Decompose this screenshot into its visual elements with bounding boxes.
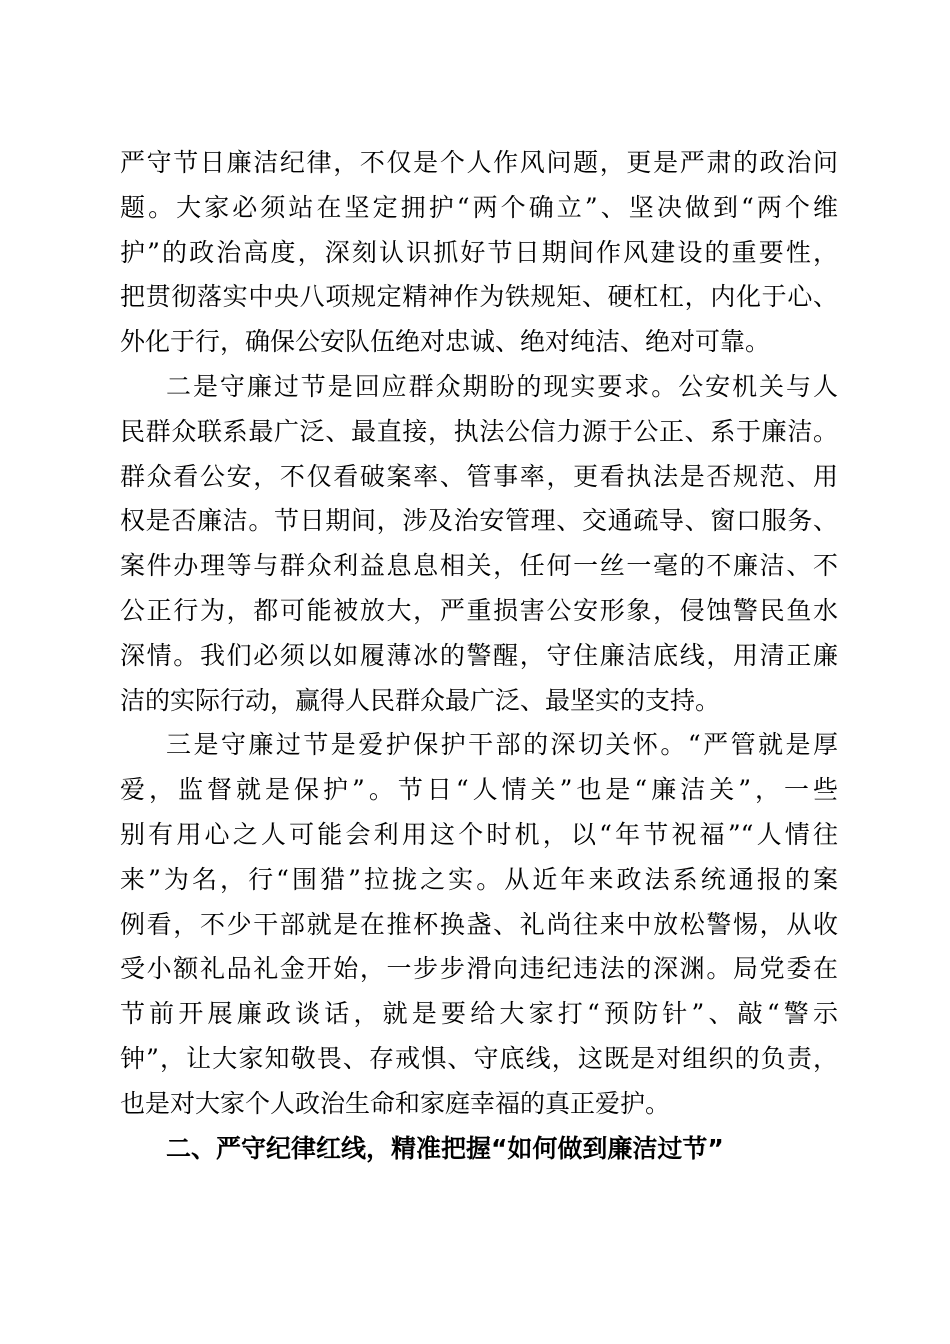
text-segment: 公安机关与人	[678, 371, 838, 401]
text-segment: “严管就是厚	[687, 730, 838, 760]
text-line: 权是否廉洁。节日期间，涉及治安管理、交通疏导、窗口服务、	[120, 506, 838, 536]
text-line: 钟”，让大家知敬畏、存戒惧、守底线，这既是对组织的负责，	[120, 1043, 838, 1073]
text-line: 也是对大家个人政治生命和家庭幸福的真正爱护。	[120, 1088, 671, 1118]
paragraph-point-two	[120, 365, 838, 723]
text-line: 受小额礼品礼金开始，一步步滑向违纪违法的深渊。局党委在	[120, 954, 838, 984]
text-line: 题。大家必须站在坚定拥护“两个确立”、坚决做到“两个维	[120, 192, 838, 222]
text-line-first	[120, 723, 838, 768]
text-line: 严守节日廉洁纪律，不仅是个人作风问题，更是严肃的政治问	[120, 148, 838, 177]
text-line: 案件办理等与群众利益息息相关，任何一丝一毫的不廉洁、不	[120, 551, 838, 581]
text-line: 节前开展廉政谈话，就是要给大家打“预防针”、敲“警示	[120, 999, 838, 1029]
text-line: 外化于行，确保公安队伍绝对忠诚、绝对纯洁、绝对可靠。	[120, 327, 771, 357]
section-heading: 二、严守纪律红线，精准把握“如何做到廉洁过节”	[166, 1133, 724, 1163]
text-line: 把贯彻落实中央八项规定精神作为铁规矩、硬杠杠，内化于心、	[120, 282, 838, 312]
text-line: 例看，不少干部就是在推杯换盏、礼尚往来中放松警惕，从收	[120, 909, 838, 939]
text-line: 群众看公安，不仅看破案率、管事率，更看执法是否规范、用	[120, 461, 838, 491]
text-line: 护”的政治高度，深刻认识抓好节日期间作风建设的重要性，	[120, 237, 838, 267]
text-line: 民群众联系最广泛、最直接，执法公信力源于公正、系于廉洁。	[120, 416, 838, 446]
paragraph-continued	[120, 141, 838, 365]
text-line: 来”为名，行“围猎”拉拢之实。从近年来政法系统通报的案	[120, 864, 838, 894]
text-line: 深情。我们必须以如履薄冰的警醒，守住廉洁底线，用清正廉	[120, 640, 838, 670]
text-line-first	[120, 365, 838, 410]
text-line: 公正行为，都可能被放大，严重损害公安形象，侵蚀警民鱼水	[120, 595, 838, 625]
text-line: 爱，监督就是保护”。节日“人情关”也是“廉洁关”，一些	[120, 775, 838, 805]
paragraph-lead-sentence: 二是守廉过节是回应群众期盼的现实要求。	[166, 371, 679, 401]
paragraph-point-three	[120, 723, 838, 1126]
text-line: 别有用心之人可能会利用这个时机，以“年节祝福”“人情往	[120, 819, 838, 849]
paragraph-lead-sentence: 三是守廉过节是爱护保护干部的深切关怀。	[166, 730, 688, 760]
document-body	[120, 141, 838, 1171]
text-line: 洁的实际行动，赢得人民群众最广泛、最坚实的支持。	[120, 685, 721, 715]
